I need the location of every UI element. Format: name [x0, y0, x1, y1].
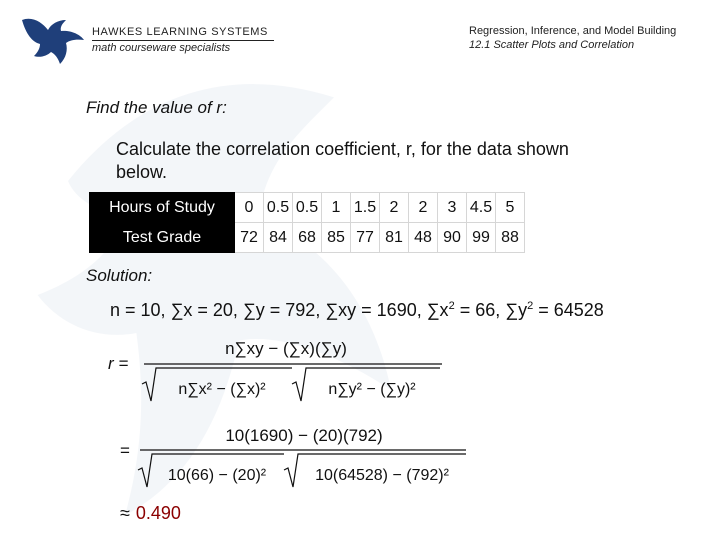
- table-cell: 99: [467, 223, 496, 253]
- approx-symbol: ≈: [120, 503, 130, 523]
- summary-sum-x2-value: = 66,: [454, 300, 506, 320]
- table-cell: 84: [264, 223, 293, 253]
- summary-sum-y: ∑y = 792,: [242, 300, 326, 320]
- table-cell: 81: [380, 223, 409, 253]
- summary-sum-y2: ∑y: [505, 300, 528, 320]
- table-cell: 68: [293, 223, 322, 253]
- summary-sum-x: ∑x = 20,: [170, 300, 243, 320]
- company-tagline: math courseware specialists: [92, 42, 231, 54]
- exponent: 2: [527, 300, 534, 312]
- summary-sum-y2-value: = 64528: [533, 300, 604, 320]
- result-value: 0.490: [135, 503, 181, 523]
- solution-label: Solution:: [86, 266, 153, 285]
- table-cell: 2: [380, 193, 409, 223]
- table-cell: 77: [351, 223, 380, 253]
- course-info: [469, 25, 693, 51]
- table-cell: 90: [438, 223, 467, 253]
- table-cell: 0.5: [293, 193, 322, 223]
- table-cell: 4.5: [467, 193, 496, 223]
- formula-general-denominator-y: n∑y² − (∑y)²: [328, 381, 416, 398]
- hawk-logo-icon: [20, 14, 86, 68]
- page-heading: Find the value of r:: [86, 98, 227, 117]
- table-cell: 5: [496, 193, 525, 223]
- exponent: 2: [448, 300, 455, 312]
- table-row: [90, 193, 525, 223]
- row-label-hours: Hours of Study: [90, 193, 235, 223]
- table-cell: 1: [322, 193, 351, 223]
- summary-n: n = 10,: [110, 300, 171, 320]
- table-cell: 0.5: [264, 193, 293, 223]
- table-cell: 48: [409, 223, 438, 253]
- table-cell: 0: [235, 193, 264, 223]
- table-cell: 3: [438, 193, 467, 223]
- formula-substituted-numerator: 10(1690) − (20)(792): [225, 426, 383, 445]
- data-table: [89, 192, 525, 253]
- summary-statistics: [110, 300, 604, 321]
- table-cell: 2: [409, 193, 438, 223]
- formula-general-denominator-x: n∑x² − (∑x)²: [178, 381, 266, 398]
- summary-sum-xy: ∑xy = 1690,: [325, 300, 427, 320]
- table-cell: 1.5: [351, 193, 380, 223]
- table-cell: 72: [235, 223, 264, 253]
- formula-general-numerator: n∑xy − (∑x)(∑y): [225, 339, 347, 358]
- row-label-grade: Test Grade: [90, 223, 235, 253]
- course-title: Regression, Inference, and Model Building: [469, 25, 677, 37]
- table-cell: 85: [322, 223, 351, 253]
- section-title: 12.1 Scatter Plots and Correlation: [469, 39, 635, 51]
- table-row: [90, 223, 525, 253]
- problem-statement: Calculate the correlation coefficient, r, for the data shown below.: [116, 139, 569, 182]
- formula-equals: =: [120, 441, 130, 460]
- company-branding: [92, 26, 277, 54]
- formula-r-label: r =: [108, 354, 129, 373]
- company-name: HAWKES LEARNING SYSTEMS: [92, 26, 268, 38]
- table-cell: 88: [496, 223, 525, 253]
- summary-sum-x2: ∑x: [426, 300, 449, 320]
- formula-substituted-denominator-y: 10(64528) − (792)²: [315, 467, 449, 484]
- correlation-formula: [104, 326, 484, 491]
- formula-substituted-denominator-x: 10(66) − (20)²: [167, 467, 267, 484]
- result: [120, 503, 181, 524]
- company-divider: [92, 40, 274, 41]
